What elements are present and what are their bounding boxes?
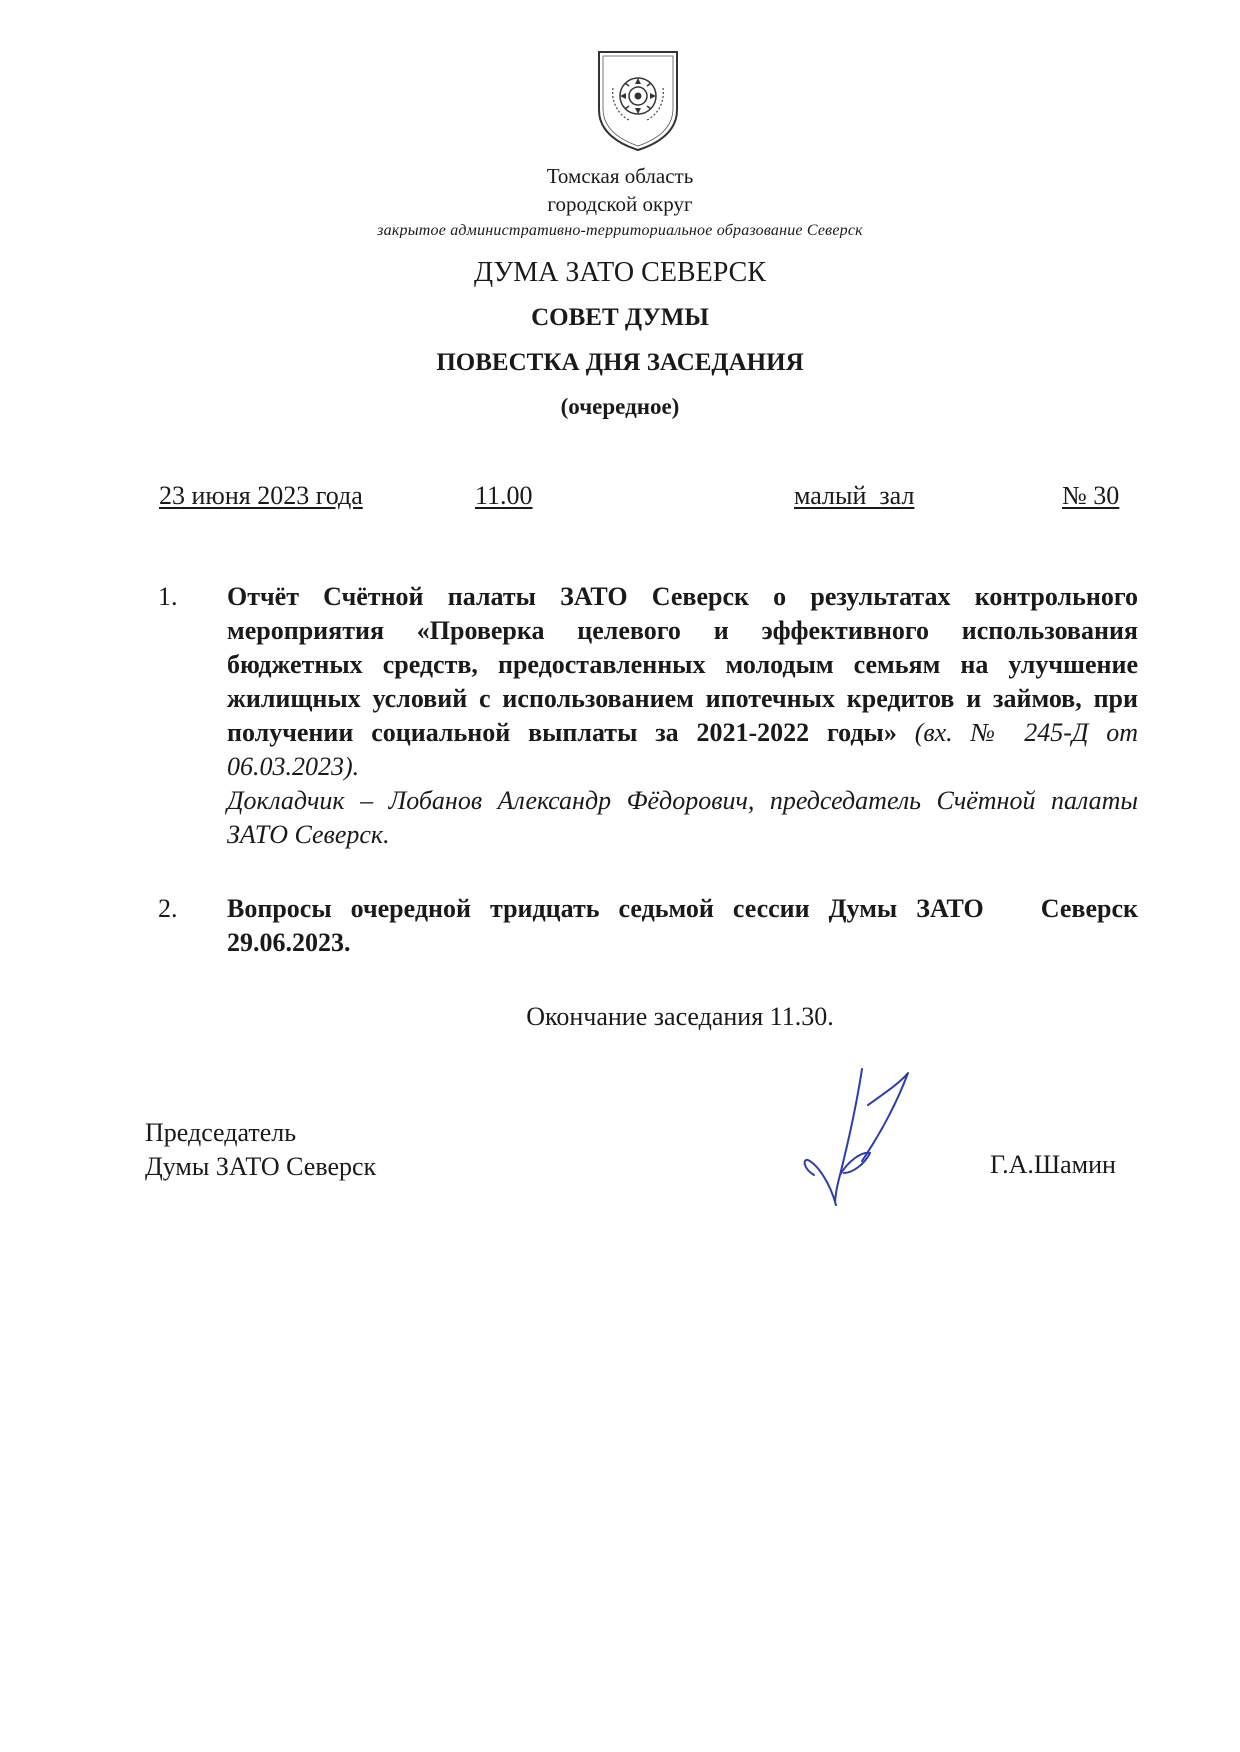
zato-label: закрытое административно-территориальное образование Северск — [377, 222, 863, 238]
coat-of-arms-icon — [595, 48, 681, 152]
agenda-item-title: Вопросы очередной тридцать седьмой сессии Думы ЗАТО Северск 29.06.2023. — [227, 894, 1158, 957]
meeting-number: № 30 — [1062, 481, 1120, 510]
district-label: городской округ — [547, 192, 693, 216]
meeting-time: 11.00 — [475, 481, 533, 510]
closing-line: Окончание заседания 11.30. — [526, 1002, 834, 1031]
handwritten-signature-icon — [800, 1065, 910, 1210]
duma-title: ДУМА ЗАТО СЕВЕРСК — [474, 257, 766, 288]
council-title: СОВЕТ ДУМЫ — [531, 304, 709, 331]
signatory-position — [145, 1116, 376, 1184]
signatory-position-line2: Думы ЗАТО Северск — [145, 1152, 377, 1181]
agenda-item-body — [227, 580, 1138, 852]
agenda-item-speaker: Докладчик – Лобанов Александр Фёдорович, председатель Счётной палаты ЗАТО Северск. — [227, 786, 1138, 849]
meeting-date: 23 июня 2023 года — [159, 481, 363, 510]
signatory-name: Г.А.Шамин — [990, 1150, 1116, 1179]
agenda-item-body — [227, 892, 1158, 960]
meeting-kind: (очередное) — [560, 394, 680, 419]
agenda-item-reference: (вх. № 245-Д от 06.03.2023). — [227, 718, 1139, 781]
agenda-item-number: 1. — [158, 582, 178, 611]
signatory-position-line1: Председатель — [145, 1118, 297, 1147]
region-label: Томская область — [546, 164, 694, 188]
agenda-item-number: 2. — [158, 894, 178, 923]
agenda-item-title: Отчёт Счётной палаты ЗАТО Северск о результатах контрольного мероприятия «Проверка целевого и эффективного использования бюджетных средств, предоставленных молодым семьям на улучшение жилищных условий с использованием ипотечных кредитов и займов, при получении социальной выплаты за 2021-2022 годы» — [227, 582, 1138, 747]
meeting-hall: малый зал — [794, 481, 915, 510]
agenda-title: ПОВЕСТКА ДНЯ ЗАСЕДАНИЯ — [436, 349, 804, 376]
